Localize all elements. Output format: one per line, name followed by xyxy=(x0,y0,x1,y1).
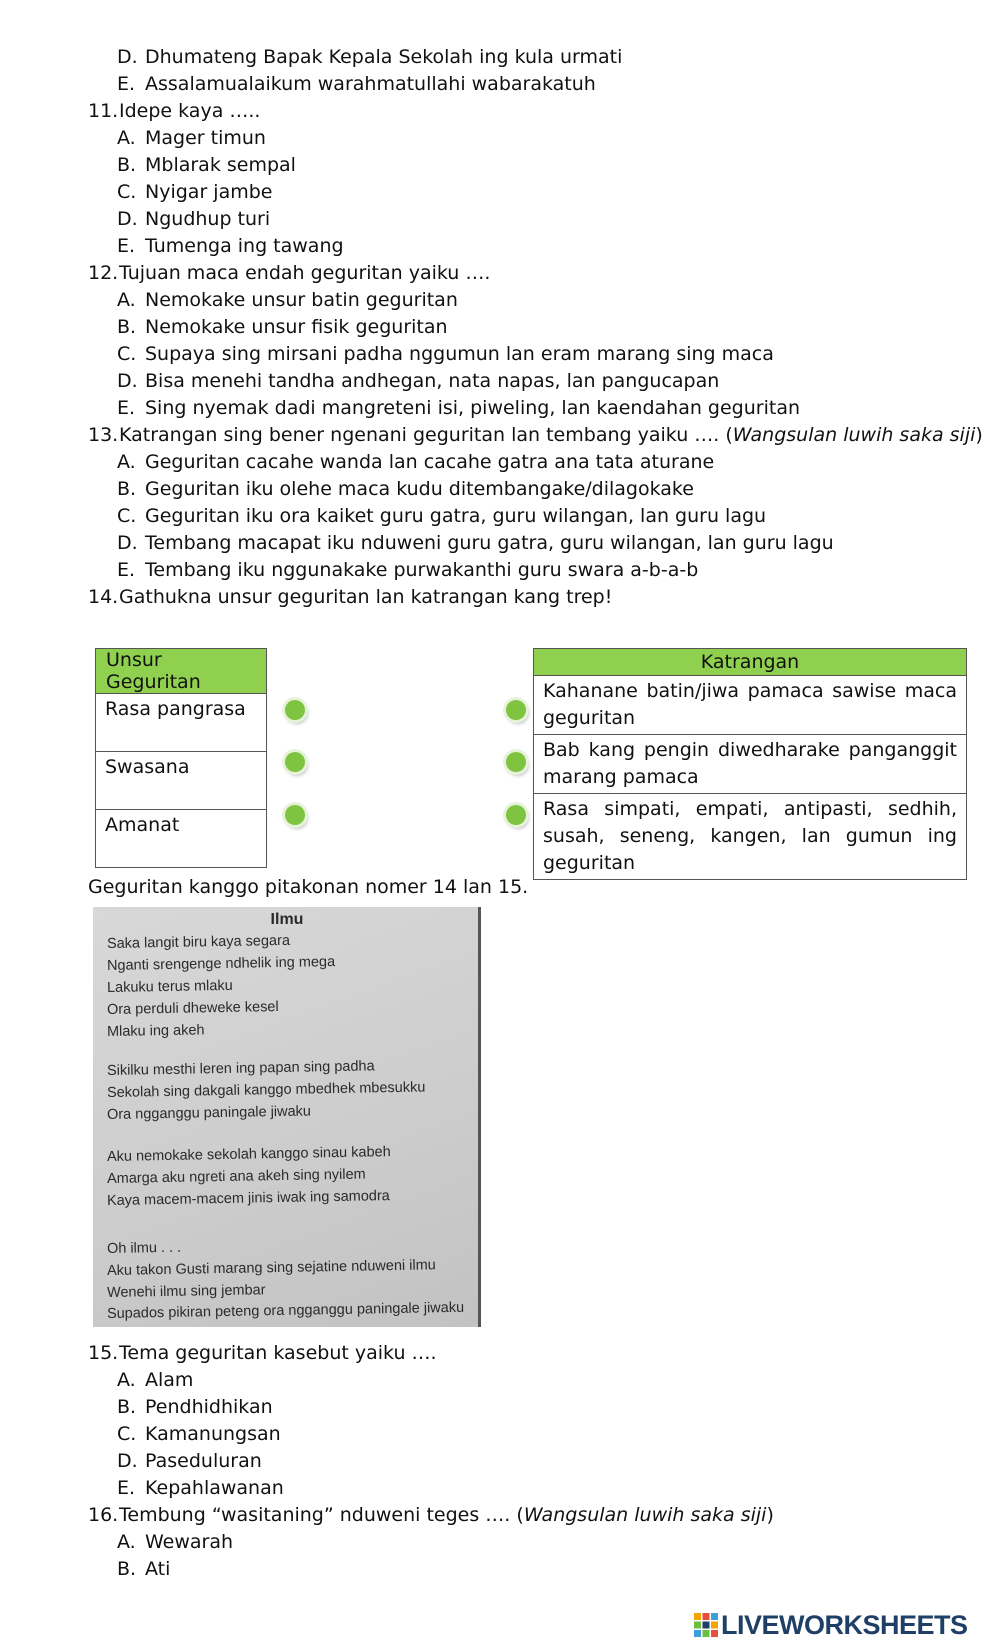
liveworksheets-logo-icon xyxy=(694,1613,718,1637)
q13-note: Wangsulan luwih saka siji xyxy=(732,424,976,446)
unsur-geguritan-table xyxy=(95,648,267,868)
unsur-item: Rasa pangrasa xyxy=(96,694,267,752)
poem-line: Wenehi ilmu sing jembar xyxy=(106,1282,266,1301)
poem-line: Supados pikiran peteng ora ngganggu paningale jiwaku xyxy=(106,1299,465,1322)
match-dot-left-2[interactable] xyxy=(285,752,305,772)
q15-option-b: B. Pendhidhikan xyxy=(117,1396,273,1418)
poem-line: Sekolah sing dakgali kanggo mbedhek mbesukku xyxy=(106,1079,426,1101)
q13-option-d: D. Tembang macapat iku nduweni guru gatra, guru wilangan, lan guru lagu xyxy=(117,532,834,554)
poem-line: Ora ngganggu paningale jiwaku xyxy=(106,1103,312,1123)
q11-option-e: E. Tumenga ing tawang xyxy=(117,235,344,257)
question-12: 12.Tujuan maca endah geguritan yaiku …. xyxy=(88,262,491,284)
q12-option-c: C. Supaya sing mirsani padha nggumun lan eram marang sing maca xyxy=(117,343,774,365)
katrangan-item: Kahanane batin/jiwa pamaca sawise maca geguritan xyxy=(534,676,967,735)
q15-option-e: E. Kepahlawanan xyxy=(117,1477,284,1499)
poem-line: Lakuku terus mlaku xyxy=(106,977,233,996)
q12-option-a: A. Nemokake unsur batin geguritan xyxy=(117,289,458,311)
question-15: 15.Tema geguritan kasebut yaiku …. xyxy=(88,1342,437,1364)
q13-option-e: E. Tembang iku nggunakake purwakanthi guru swara a-b-a-b xyxy=(117,559,699,581)
q11-option-a: A. Mager timun xyxy=(117,127,266,149)
q12-option-b: B. Nemokake unsur fisik geguritan xyxy=(117,316,448,338)
poem-line: Aku takon Gusti marang sing sejatine nduweni ilmu xyxy=(106,1257,436,1279)
q16-option-b: B. Ati xyxy=(117,1558,171,1580)
q13-option-c: C. Geguritan iku ora kaiket guru gatra, guru wilangan, lan guru lagu xyxy=(117,505,767,527)
katrangan-item: Bab kang pengin diwedharake panganggit marang pamaca xyxy=(534,735,967,794)
q11-option-b: B. Mblarak sempal xyxy=(117,154,296,176)
q15-option-a: A. Alam xyxy=(117,1369,194,1391)
katrangan-header: Katrangan xyxy=(534,649,967,676)
option-d: D. Dhumateng Bapak Kepala Sekolah ing kula urmati xyxy=(117,46,623,68)
q11-option-c: C. Nyigar jambe xyxy=(117,181,273,203)
q16-option-a: A. Wewarah xyxy=(117,1531,234,1553)
poem-line: Nganti srengenge ndhelik ing mega xyxy=(106,954,336,974)
katrangan-item: Rasa simpati, empati, antipasti, sedhih, susah, seneng, kangen, lan gumun ing geguritan xyxy=(534,794,967,880)
option-e: E. Assalamualaikum warahmatullahi wabarakatuh xyxy=(117,73,596,95)
match-dot-right-3[interactable] xyxy=(506,805,526,825)
poem-line: Amarga aku ngreti ana akeh sing nyilem xyxy=(106,1166,366,1187)
poem-title: Ilmu xyxy=(270,911,304,928)
q12-option-d: D. Bisa menehi tandha andhegan, nata napas, lan pangucapan xyxy=(117,370,720,392)
q11-option-d: D. Ngudhup turi xyxy=(117,208,271,230)
unsur-item: Swasana xyxy=(96,752,267,810)
question-11: 11.Idepe kaya ….. xyxy=(88,100,261,122)
poem-line: Saka langit biru kaya segara xyxy=(106,932,291,952)
poem-intro: Geguritan kanggo pitakonan nomer 14 lan 15. xyxy=(88,876,529,898)
match-dot-left-1[interactable] xyxy=(285,700,305,720)
question-16: 16.Tembung “wasitaning” nduweni teges …. (Wangsulan luwih saka siji) xyxy=(88,1504,774,1526)
liveworksheets-logo xyxy=(694,1610,968,1640)
match-dot-right-2[interactable] xyxy=(506,752,526,772)
poem-image xyxy=(93,907,481,1327)
q15-option-c: C. Kamanungsan xyxy=(117,1423,281,1445)
q13-option-b: B. Geguritan iku olehe maca kudu ditembangake/dilagokake xyxy=(117,478,694,500)
match-dot-left-3[interactable] xyxy=(285,805,305,825)
poem-line: Kaya macem-macem jinis iwak ing samodra xyxy=(106,1188,390,1209)
q15-option-d: D. Paseduluran xyxy=(117,1450,262,1472)
brand-name: LIVEWORKSHEETS xyxy=(721,1610,968,1640)
poem-line: Oh ilmu . . . xyxy=(106,1239,182,1257)
q13-option-a: A. Geguritan cacahe wanda lan cacahe gatra ana tata aturane xyxy=(117,451,715,473)
poem-line: Aku nemokake sekolah kanggo sinau kabeh xyxy=(106,1144,391,1165)
match-dot-right-1[interactable] xyxy=(506,700,526,720)
question-13: 13.Katrangan sing bener ngenani geguritan lan tembang yaiku …. (Wangsulan luwih saka siji) xyxy=(88,424,983,446)
q16-note: Wangsulan luwih saka siji xyxy=(523,1504,767,1526)
unsur-item: Amanat xyxy=(96,810,267,868)
question-14: 14.Gathukna unsur geguritan lan katrangan kang trep! xyxy=(88,586,613,608)
poem-line: Sikilku mesthi leren ing papan sing padha xyxy=(106,1058,375,1079)
poem-line: Mlaku ing akeh xyxy=(106,1022,205,1040)
q12-option-e: E. Sing nyemak dadi mangreteni isi, piweling, lan kaendahan geguritan xyxy=(117,397,801,419)
katrangan-table xyxy=(533,648,967,880)
page-edge-shadow xyxy=(478,907,481,1327)
poem-line: Ora perduli dheweke kesel xyxy=(106,999,279,1018)
unsur-header: Unsur Geguritan xyxy=(96,649,267,694)
